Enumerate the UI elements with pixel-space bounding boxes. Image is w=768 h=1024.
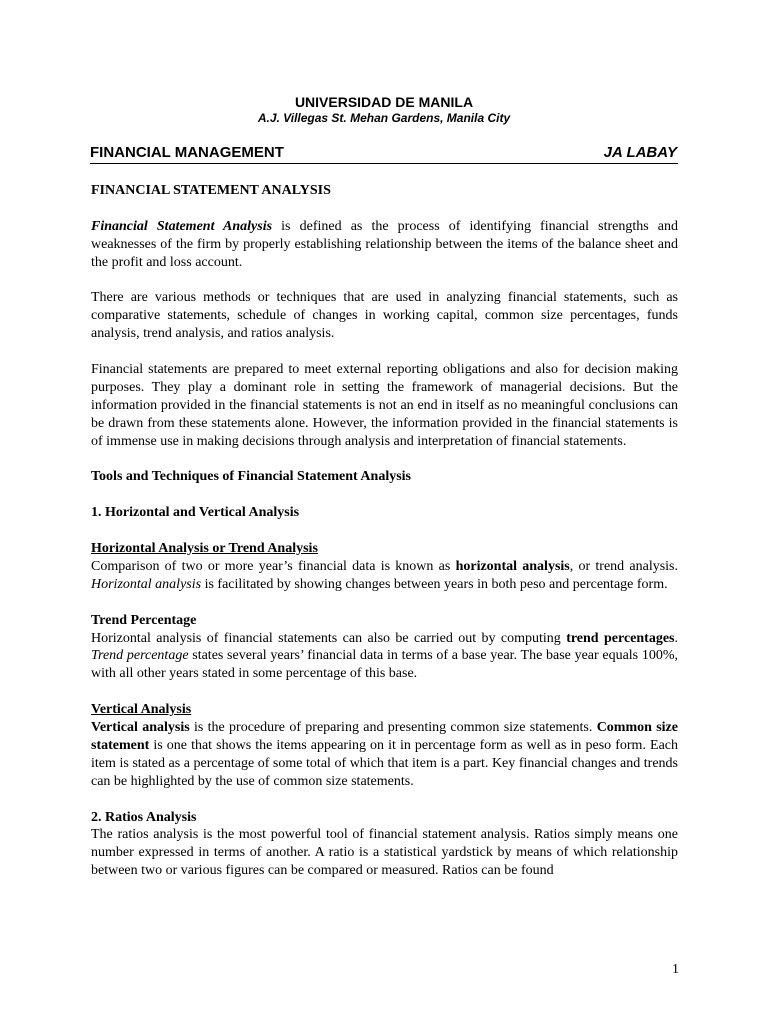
vertical-heading: Vertical Analysis (91, 702, 192, 718)
trend-text-2: . (674, 630, 678, 646)
horizontal-text-1: Comparison of two or more year’s financial data is known as (91, 558, 456, 574)
horizontal-text-3: is facilitated by showing changes between years in both peso and percentage form. (201, 576, 668, 592)
trend-italic-term: Trend percentage (91, 648, 189, 664)
institution-address: A.J. Villegas St. Mehan Gardens, Manila City (257, 111, 511, 125)
section1-heading: 1. Horizontal and Vertical Analysis (91, 505, 300, 521)
purpose-paragraph: Financial statements are prepared to meet external reporting obligations and also for decision making purposes. They play a dominant role in setting the framework of managerial decisions. But the information provided in the financial statements is not an end in itself as no meaningful conclusions can be drawn from these statements alone. However, the information provided in the financial statements is of immense use in making decisions through analysis and interpretation of financial statements. (91, 362, 678, 449)
course-title: FINANCIAL MANAGEMENT (90, 144, 284, 161)
page-number: 1 (672, 962, 679, 977)
vertical-text-1: is the procedure of preparing and presenting common size statements. (189, 720, 597, 736)
tools-heading: Tools and Techniques of Financial Statement Analysis (91, 469, 412, 485)
document-body (91, 182, 678, 880)
vertical-text-2: is one that shows the items appearing on it in percentage form as well as in peso form. Each item is stated as a percentage of some total of which that item is a part. Key financial changes and trends can be highlighted by the use of common size statements. (91, 737, 678, 789)
document-title: FINANCIAL STATEMENT ANALYSIS (91, 183, 331, 198)
intro-term: Financial Statement Analysis (91, 218, 273, 234)
horizontal-italic-term: Horizontal analysis (91, 576, 202, 592)
horizontal-paragraph (91, 558, 678, 594)
horizontal-heading: Horizontal Analysis or Trend Analysis (91, 541, 318, 557)
horizontal-bold-term: horizontal analysis (455, 558, 570, 574)
intro-paragraph (91, 218, 678, 272)
vertical-paragraph (91, 719, 678, 791)
common-size-term: Common size statement (91, 720, 678, 753)
institution-name: UNIVERSIDAD DE MANILA (294, 94, 474, 110)
ratios-paragraph: The ratios analysis is the most powerful tool of financial statement analysis. Ratios simply means one number expressed in terms of another. A ratio is a statistical yardstick by means of which relationship between two or various figures can be compared or measured. Ratios can be found (91, 827, 678, 879)
trend-bold-term: trend percentages (566, 630, 675, 646)
trend-text-1: Horizontal analysis of financial statements can also be carried out by computing (91, 630, 567, 646)
horizontal-text-2: , or trend analysis. (569, 558, 679, 574)
vertical-bold-term: Vertical analysis (91, 720, 190, 736)
trend-text-3: states several years’ financial data in terms of a base year. The base year equals 100%, with all other years stated in some percentage of this base. (91, 648, 678, 682)
trend-paragraph (91, 630, 678, 684)
section2-heading: 2. Ratios Analysis (91, 809, 197, 825)
header-divider (90, 163, 678, 164)
author-name: JA LABAY (603, 144, 677, 161)
trend-heading: Trend Percentage (91, 612, 197, 628)
intro-text: is defined as the process of identifying financial strengths and weaknesses of the firm by properly establishing relationship between the items of the balance sheet and the profit and loss account. (91, 218, 678, 270)
methods-paragraph: There are various methods or techniques that are used in analyzing financial statements, such as comparative statements, schedule of changes in working capital, common size percentages, funds analysis, trend analysis, and ratios analysis. (91, 290, 678, 342)
